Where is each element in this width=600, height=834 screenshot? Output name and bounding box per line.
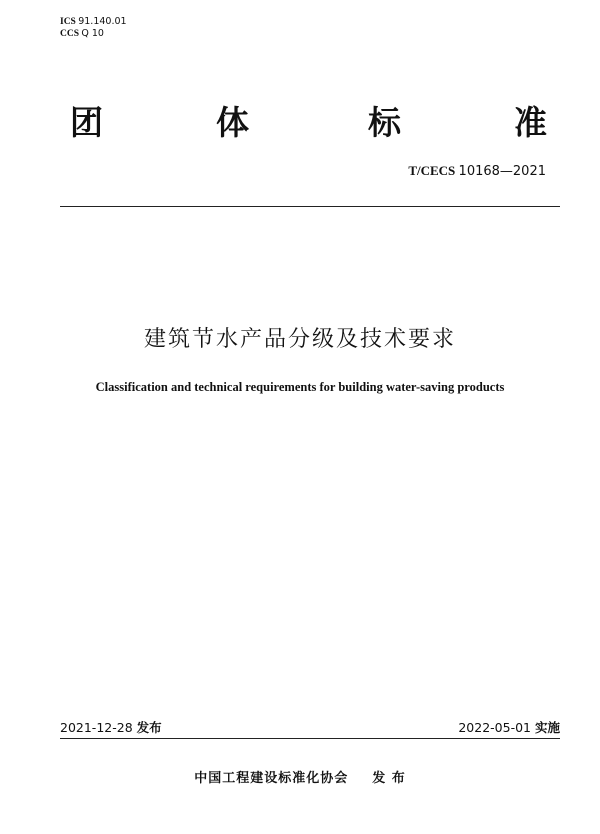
- top-divider: [60, 206, 560, 207]
- ics-line: [60, 16, 127, 28]
- issue-date: 2021-12-28: [60, 720, 133, 735]
- implementation-label: 实施: [534, 720, 560, 735]
- ccs-code: Q 10: [81, 28, 104, 39]
- standard-number-value: 10168—2021: [458, 164, 546, 179]
- standard-type-char-1: 团: [70, 103, 103, 142]
- ics-code: 91.140.01: [78, 16, 127, 27]
- publisher-action: 发 布: [372, 771, 406, 786]
- classification-codes: [60, 16, 127, 40]
- ccs-label: CCS: [60, 29, 80, 39]
- implementation-date: 2022-05-01: [458, 720, 531, 735]
- title-english: Classification and technical requirements for building water-saving products: [95, 380, 505, 394]
- publisher-line: [0, 767, 600, 786]
- issue-date-line: [60, 718, 162, 736]
- bottom-divider: [60, 738, 560, 739]
- standard-type-char-2: 体: [216, 103, 249, 142]
- standard-number-prefix: T/CECS: [408, 163, 456, 178]
- ics-label: ICS: [60, 17, 76, 27]
- standard-type-char-4: 准: [514, 103, 547, 142]
- title-chinese: 建筑节水产品分级及技术要求: [143, 327, 456, 352]
- ccs-line: [60, 28, 127, 40]
- implementation-date-line: [458, 718, 560, 736]
- standard-number: [408, 163, 546, 179]
- standard-type-char-3: 标: [368, 103, 401, 142]
- issue-label: 发布: [136, 720, 162, 735]
- publisher-name: 中国工程建设标准化协会: [194, 771, 349, 786]
